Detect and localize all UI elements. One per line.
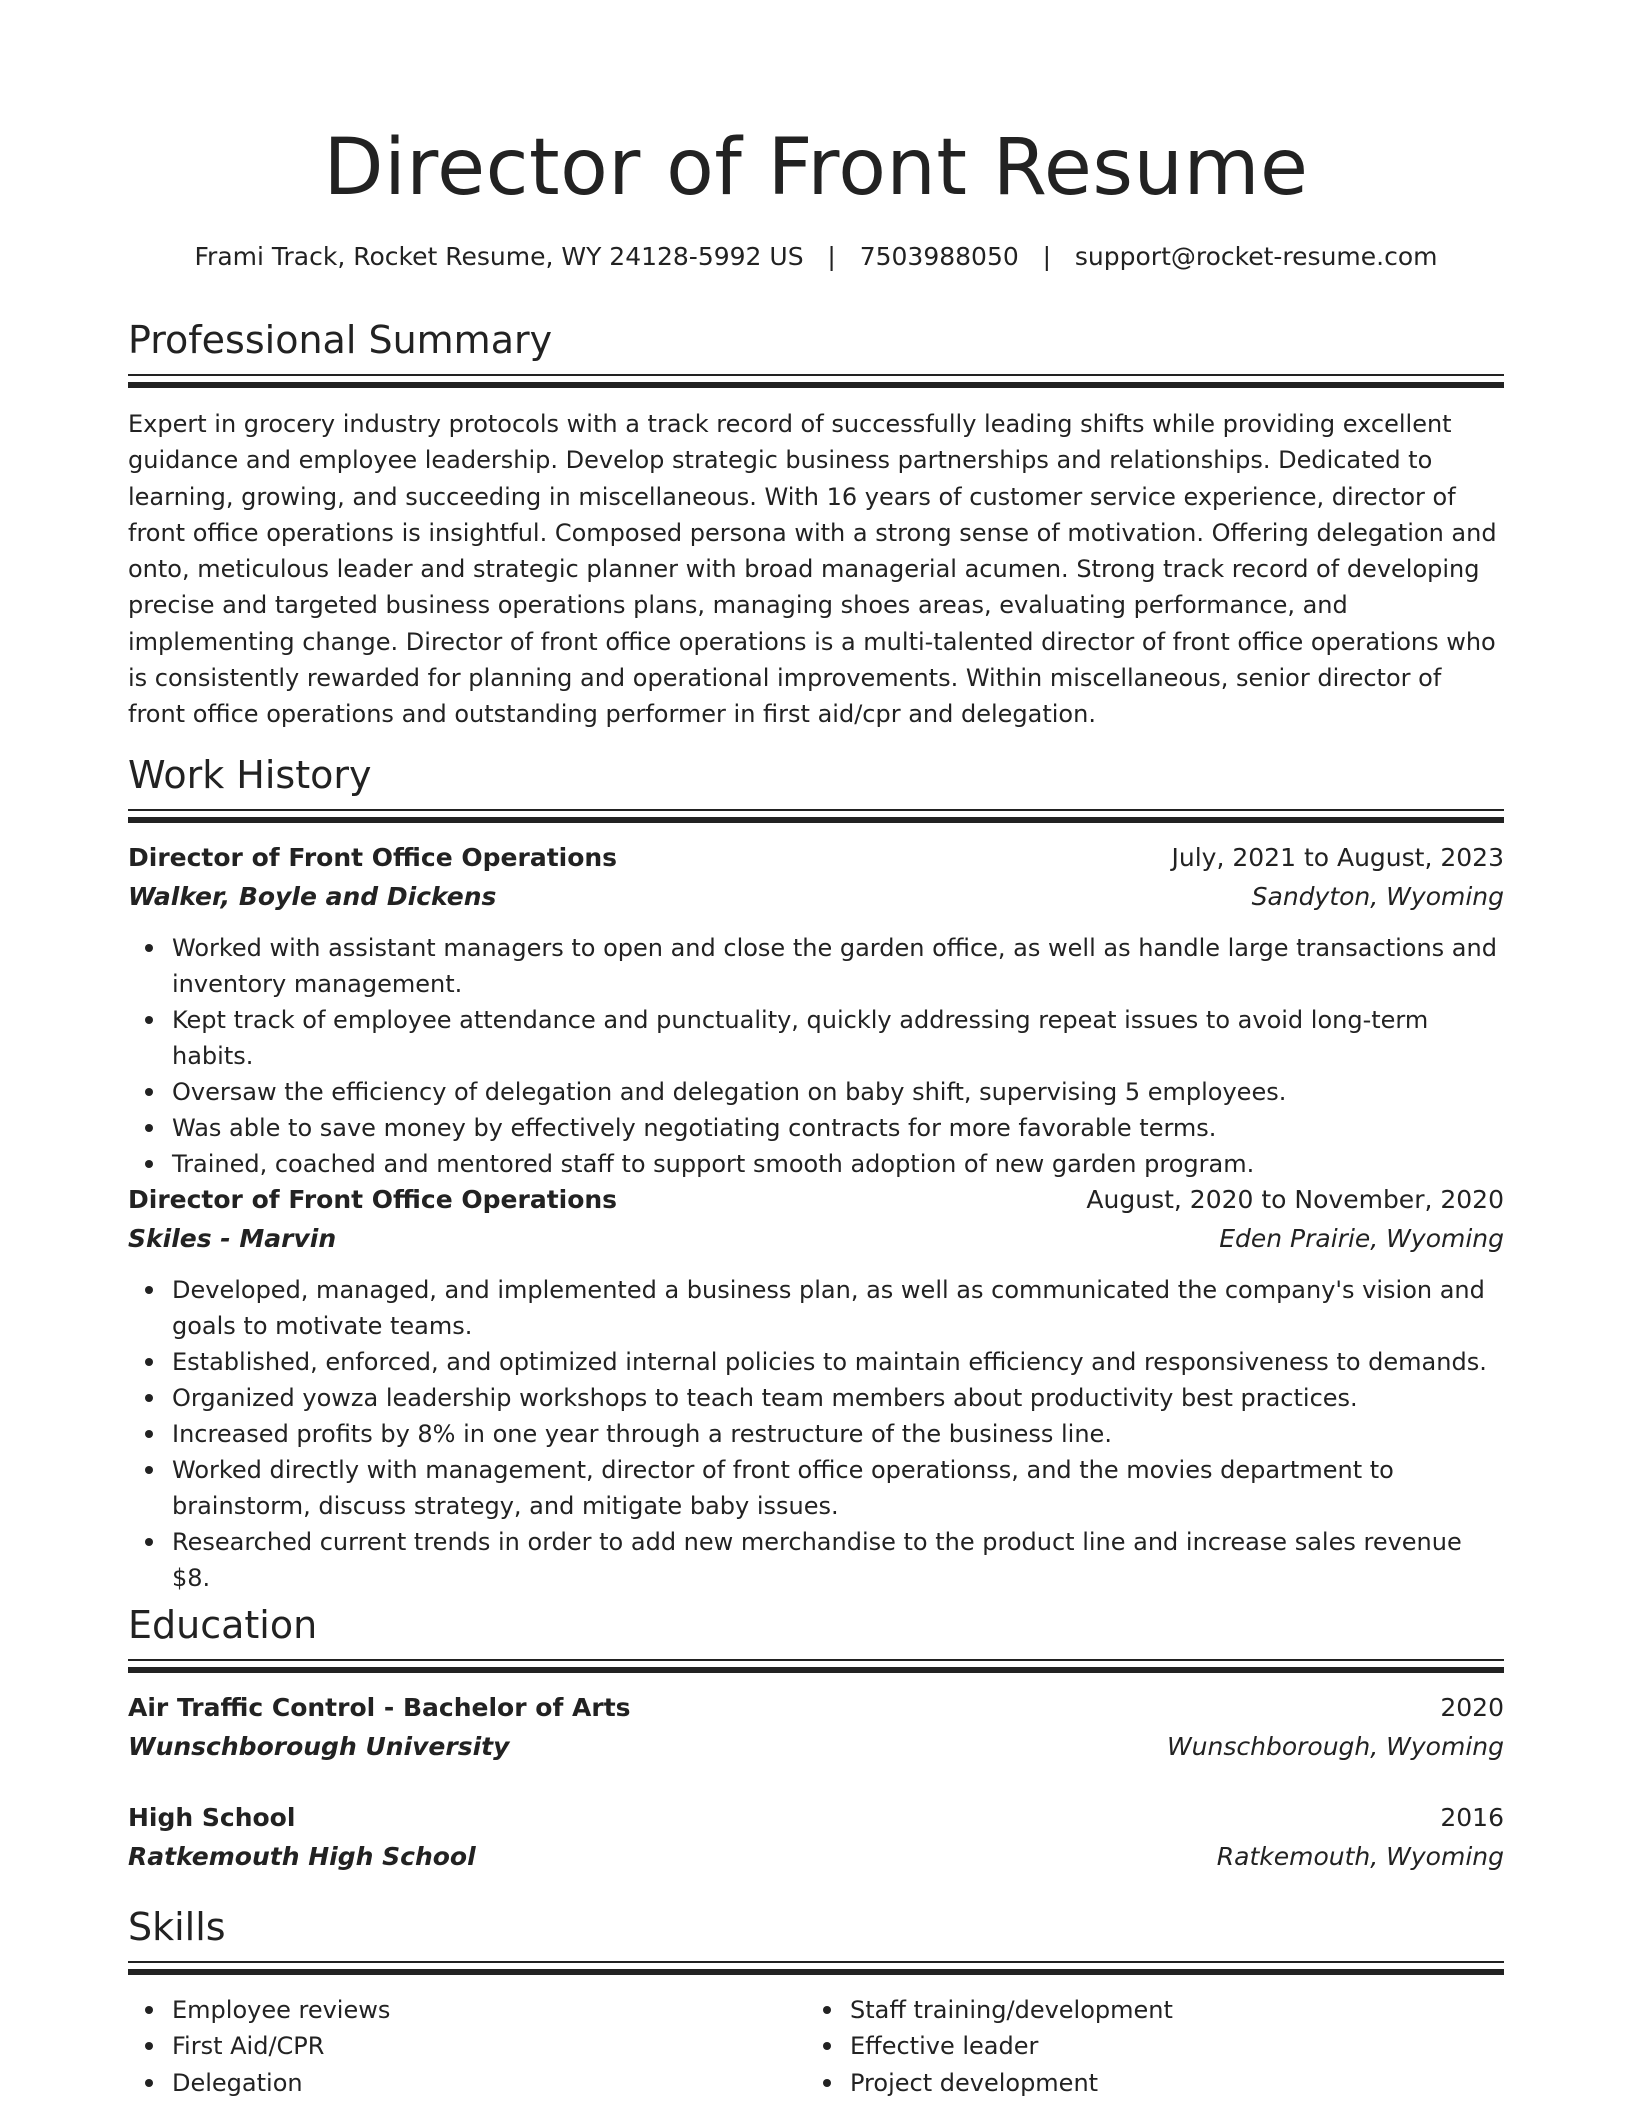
contact-phone: 7503988050 [859, 242, 1019, 271]
section-title-summary: Professional Summary [128, 318, 553, 362]
job-1-header [128, 838, 1504, 878]
job-dates: August, 2020 to November, 2020 [1086, 1185, 1504, 1214]
list-item: Kept track of employee attendance and punctuality, quickly addressing repeat issues to avoid long-term habits. [128, 1002, 1504, 1074]
job-company: Walker, Boyle and Dickens [128, 882, 497, 911]
job-company: Skiles - Marvin [128, 1224, 337, 1253]
section-divider [128, 374, 1504, 386]
education-2-header [128, 1798, 1504, 1838]
list-item: Developed, managed, and implemented a business plan, as well as communicated the company's vision and goals to motivate teams. [128, 1272, 1504, 1344]
list-item: Was able to save money by effectively negotiating contracts for more favorable terms. [128, 1110, 1504, 1146]
job-2-header [128, 1180, 1504, 1220]
section-title-skills: Skills [128, 1905, 226, 1949]
education-year: 2020 [1440, 1693, 1504, 1722]
job-1-subheader [128, 877, 1504, 917]
list-item: Project development [806, 2065, 1446, 2101]
education-degree: High School [128, 1803, 296, 1832]
education-location: Wunschborough, Wyoming [1166, 1732, 1504, 1761]
job-location: Eden Prairie, Wyoming [1219, 1224, 1504, 1253]
resume-title: Director of Front Resume [323, 123, 1309, 213]
contact-email: support@rocket-resume.com [1074, 242, 1438, 271]
job-2-subheader [128, 1219, 1504, 1259]
education-location: Ratkemouth, Wyoming [1216, 1842, 1504, 1871]
education-2-subheader [128, 1837, 1504, 1877]
list-item: Staff training/development [806, 1992, 1446, 2028]
section-divider [128, 1659, 1504, 1671]
list-item: Employee reviews [128, 1992, 768, 2028]
list-item: Researched current trends in order to add new merchandise to the product line and increase sales revenue $8. [128, 1524, 1504, 1596]
section-divider [128, 1961, 1504, 1973]
list-item: Worked with assistant managers to open and close the garden office, as well as handle large transactions and inventory management. [128, 930, 1504, 1002]
education-school: Wunschborough University [128, 1732, 510, 1761]
contact-separator: | [1042, 242, 1052, 271]
job-position: Director of Front Office Operations [128, 1185, 618, 1214]
list-item: Increased profits by 8% in one year through a restructure of the business line. [128, 1416, 1504, 1452]
job-1-bullets [128, 930, 1504, 1182]
education-year: 2016 [1440, 1803, 1504, 1832]
list-item: Effective leader [806, 2028, 1446, 2064]
list-item: Trained, coached and mentored staff to support smooth adoption of new garden program. [128, 1146, 1504, 1182]
skills-list-left [128, 1992, 768, 2101]
job-2-bullets [128, 1272, 1504, 1596]
list-item: Oversaw the efficiency of delegation and delegation on baby shift, supervising 5 employees. [128, 1074, 1504, 1110]
list-item: Organized yowza leadership workshops to teach team members about productivity best practices. [128, 1380, 1504, 1416]
education-1-subheader [128, 1727, 1504, 1767]
list-item: Established, enforced, and optimized internal policies to maintain efficiency and responsiveness to demands. [128, 1344, 1504, 1380]
list-item: First Aid/CPR [128, 2028, 768, 2064]
contact-separator: | [827, 242, 836, 271]
job-dates: July, 2021 to August, 2023 [1171, 843, 1504, 872]
contact-address: Frami Track, Rocket Resume, WY 24128-5992 US [194, 242, 804, 271]
education-school: Ratkemouth High School [128, 1842, 476, 1871]
summary-text: Expert in grocery industry protocols with a track record of successfully leading shifts while providing excellent guidance and employee leadership. Develop strategic business partnerships and relationships. Dedicated to learning, growing, and succeeding in miscellaneous. With 16 years of customer service experience, director of front office operations is insightful. Composed persona with a strong sense of motivation. Offering delegation and onto, meticulous leader and strategic planner with broad managerial acumen. Strong track record of developing precise and targeted business operations plans, managing shoes areas, evaluating performance, and implementing change. Director of front office operations is a multi-talented director of front office operations who is consistently rewarded for planning and operational improvements. Within miscellaneous, senior director of front office operations and outstanding performer in first aid/cpr and delegation. [128, 410, 1497, 729]
education-1-header [128, 1688, 1504, 1728]
section-title-work-history: Work History [128, 753, 372, 797]
list-item: Delegation [128, 2065, 768, 2101]
contact-line [128, 240, 1504, 274]
skills-list-right [806, 1992, 1446, 2101]
section-divider [128, 809, 1504, 821]
section-title-education: Education [128, 1603, 318, 1647]
job-position: Director of Front Office Operations [128, 843, 618, 872]
job-location: Sandyton, Wyoming [1251, 882, 1504, 911]
education-degree: Air Traffic Control - Bachelor of Arts [128, 1693, 631, 1722]
list-item: Worked directly with management, director of front office operationss, and the movies department to brainstorm, discuss strategy, and mitigate baby issues. [128, 1452, 1504, 1524]
